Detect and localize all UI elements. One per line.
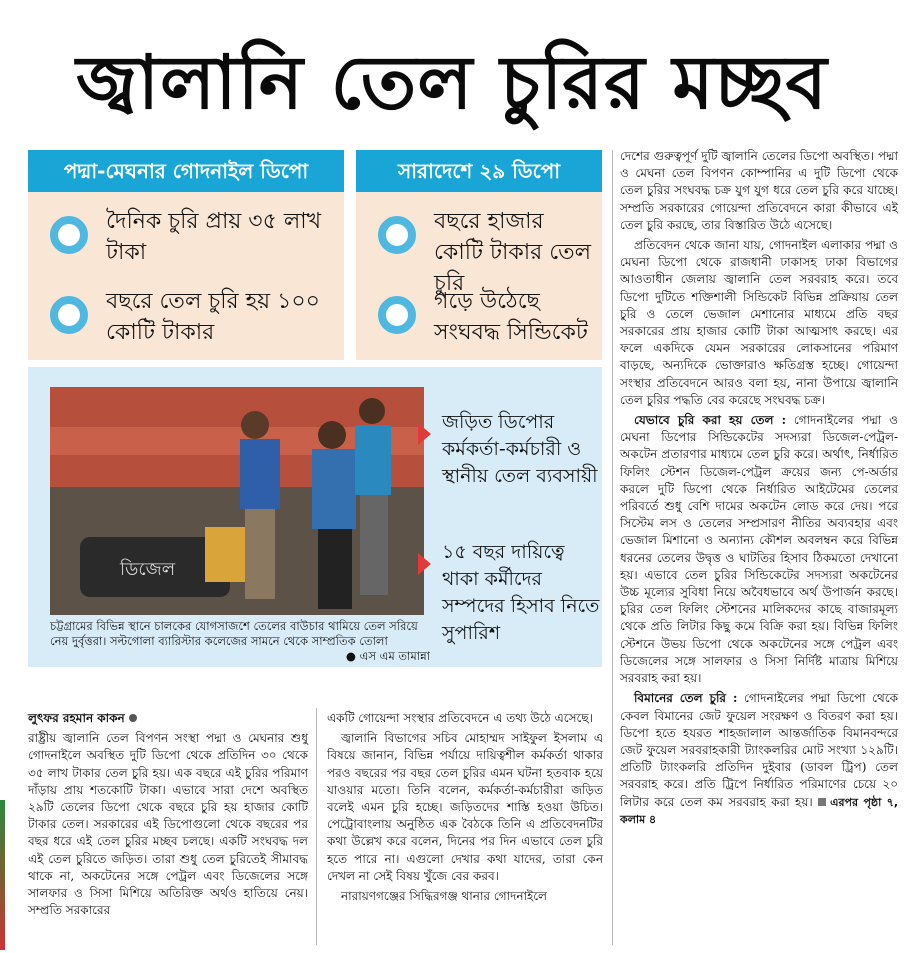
subheading: বিমানের তেল চুরি : — [634, 691, 738, 706]
paragraph — [620, 690, 898, 828]
info-panel-godnail — [28, 150, 344, 360]
paragraph: জ্বালানি বিভাগের সচিব মোহাম্মদ সাইফুল ইসলাম এ বিষয়ে জানান, বিভিন্ন পর্যায়ে দায়িত্বশীল কর্মকর্তা থাকার পরও বছরের পর বছর তেল চুরির এমন ঘটনা হতবাক হয়ে যাওয়ার মতো। তিনি বলেন, কর্মকর্তা-কর্মচারীরা জড়িত বলেই এমন চুরি হচ্ছে। জড়িতদের শাস্তি হওয়া উচিত। পেট্রোবাংলায় অনুষ্ঠিত এক বৈঠকে তিনি এ প্রতিবেদনটির কথা উল্লেখ করে বলেন, দিনের পর দিন এভাবে তেল চুরি হতে পারে না। এগুলো দেখার কথা যাদের, তারা কেন দেখল না সেই বিষয় খুঁজে বের করব। — [327, 731, 603, 883]
page-edge-mark — [0, 800, 5, 950]
byline: লুৎফর রহমান কাকন — [28, 711, 125, 725]
photo-panel — [28, 367, 602, 667]
panel-title: পদ্মা-মেঘনার গোদনাইল ডিপো — [28, 150, 344, 192]
panel-title: সারাদেশে ২৯ ডিপো — [356, 150, 602, 192]
subheading: যেভাবে চুরি করা হয় তেল : — [634, 413, 787, 428]
photo-credit: ● এস এম তামান্না — [345, 649, 430, 663]
photo-illustration — [50, 387, 424, 615]
circle-bullet-icon — [378, 296, 416, 334]
paragraph: একটি গোয়েন্দা সংস্থার প্রতিবেদনে এ তথ্য উঠে এসেছে। — [327, 711, 593, 725]
info-item — [356, 282, 602, 352]
info-item-text: দৈনিক চুরি প্রায় ৩৫ লাখ টাকা — [106, 209, 322, 265]
circle-bullet-icon — [50, 296, 88, 334]
column-divider — [316, 708, 317, 945]
paragraph: নারায়ণগঞ্জের সিদ্ধিরগঞ্জ থানার গোদনাইলে — [341, 889, 548, 904]
highlight-bullet — [418, 409, 602, 524]
column-divider — [612, 150, 613, 945]
triangle-bullet-icon — [418, 553, 431, 575]
dot-icon — [129, 714, 137, 722]
paragraph-text: গোদনাইলের পদ্মা ও মেঘনা ডিপোর সিন্ডিকেটের সদস্যরা ডিজেল-পেট্রল-অকটেন প্রতারণার মাধ্যমে তেল চুরি করে। অর্থাৎ, নির্ধারিত ফিলিং স্টেশন ডিজেল-পেট্রল ক্রয়ের জন্য পে-অর্ডার করলে দুটি ডিপো থেকে নির্ধারিত আইটেমের তেলের পরিবর্তে শুধু বেশি দামের অকটেন লোড করে দেয়। পরে সিস্টেম লস ও তেলের সম্প্রসারণ নীতির অব্যবহার এবং ভেজাল মিশানো ও অন্যান্য কৌশল অবলম্বন করে বিভিন্ন ধরনের তেলের উদ্বৃত্ত ও ঘাটতির হিসাব ঠিকমতো দেখানো হয়। এভাবে তেল চুরির সিন্ডিকেটের সদস্যরা অকটেনের উচ্চ মূল্যের সুবিধা নিয়ে অবৈধভাবে অর্থ উপার্জন করছে। চুরির তেল ফিলিং স্টেশনের মালিকদের কাছে বাজারমূল্য থেকে প্রতি লিটার কিছু কমে বিক্রি করা হয়। বিভিন্ন ফিলিং স্টেশনে উভয় ডিপো থেকে অকটেনের সঙ্গে পেট্রল এবং ডিজেলের সঙ্গে সালফার ও সিসা নির্দিষ্ট মাত্রায় মিশিয়ে সরবরাহ করা হয়। — [620, 413, 898, 686]
info-panel-nationwide — [356, 150, 602, 360]
headline: জ্বালানি তেল চুরির মচ্ছব — [76, 40, 828, 126]
paragraph: রাষ্ট্রীয় জ্বালানি তেল বিপণন সংস্থা পদ্মা ও মেঘনার শুধু গোদনাইলে অবস্থিত দুটি ডিপো থেকে প্রতিদিন ৩০ থেকে ৩৫ লাখ টাকার তেল চুরি হয়। এক বছরে এই চুরির পরিমাণ দাঁড়ায় প্রায় শতকোটি টাকা। এভাবে সারা দেশে অবস্থিত ২৯টি তেলের ডিপো থেকে বছরে চুরি হয় হাজার কোটি টাকার তেল। সরকারের এই ডিপোগুলো থেকে বছরের পর বছর ধরে এই তেল চুরির মচ্ছব চলছে। একটি সংঘবদ্ধ দল এই তেল চুরিতে জড়িত। তারা শুধু তেল চুরিতেই সীমাবদ্ধ থাকে না, অকটেনের সঙ্গে পেট্রল এবং ডিজেলের সঙ্গে সালফার ও সিসা মিশিয়ে অতিরিক্ত অর্থও হাতিয়ে নেয়। সম্প্রতি সরকারের — [28, 731, 308, 918]
highlight-text: জড়িত ডিপোর কর্মকর্তা-কর্মচারী ও স্থানীয় তেল ব্যবসায়ী — [442, 411, 598, 487]
circle-bullet-icon — [50, 216, 88, 254]
paragraph-text: গোদনাইলের পদ্মা ডিপো থেকে কেবল বিমানের জেট ফুয়েল সংরক্ষণ ও বিতরণ করা হয়। ডিপো হতে হযরত শাহজালাল আন্তর্জাতিক বিমানবন্দরে জেট ফুয়েল সরবরাহকারী ট্যাংকলরির মোট সংখ্যা ১২৯টি। প্রতিটি ট্যাংকলরি প্রতিদিন দুইবার (ডাবল ট্রিপ) তেল সরবরাহ করে। প্রতি ট্রিপে নির্ধারিত পরিমাণের চেয়ে ২০ লিটার করে তেল কম সরবরাহ করা হয়। — [620, 691, 898, 809]
triangle-bullet-icon — [418, 423, 431, 445]
info-item — [28, 282, 344, 352]
credit-text: এস এম তামান্না — [359, 649, 430, 663]
caption-text: চট্টগ্রামের বিভিন্ন স্থানে চালকের যোগসাজশে তেলের বাউচার থামিয়ে তেল সরিয়ে নেয় দুর্বৃত্তরা। সল্টগোলা ব্যারিস্টার কলেজের সামনে থেকে সাম্প্রতিক তোলা — [50, 619, 418, 648]
paragraph: প্রতিবেদন থেকে জানা যায়, গোদনাইল এলাকার পদ্মা ও মেঘনা ডিপো থেকে রাজধানী ঢাকাসহ ঢাকা বিভাগের আওতাধীন জেলায় জ্বালানি তেল সরবরাহ করে। তবে ডিপো দুটিতে শক্তিশালী সিন্ডিকেট বিভিন্ন প্রক্রিয়ায় তেল চুরি ও তেলে ভেজাল মেশানোর মাধ্যমে প্রতি বছর সরকারের প্রায় হাজার কোটি টাকা আত্মসাৎ করছে। এর ফলে একদিকে যেমন সরকারের লোকসানের পরিমাণ বাড়ছে, অন্যদিকে ভোক্তারাও ক্ষতিগ্রস্ত হচ্ছে। গোয়েন্দা সংস্থার প্রতিবেদনে আরও বলা হয়, নানা উপায়ে জ্বালানি তেল চুরির পদ্ধতি বের করেছে সংঘবদ্ধ চক্র। — [620, 238, 898, 407]
paragraph — [620, 412, 898, 687]
article-column-right — [620, 148, 898, 831]
article-column-b — [327, 710, 603, 908]
info-item — [356, 202, 602, 296]
tank-label: ডিজেল — [120, 559, 176, 580]
byline-row — [28, 710, 308, 727]
article-column-a — [28, 710, 308, 922]
photo-caption — [50, 619, 430, 664]
highlight-bullet — [418, 539, 602, 654]
news-photo — [50, 387, 424, 615]
circle-bullet-icon — [378, 216, 416, 254]
info-item-text: গড়ে উঠেছে সংঘবদ্ধ সিন্ডিকেট — [434, 289, 588, 345]
info-item-text: বছরে তেল চুরি হয় ১০০ কোটি টাকার — [106, 289, 320, 345]
paragraph: দেশের গুরুত্বপূর্ণ দুটি জ্বালানি তেলের ডিপো অবস্থিত। পদ্মা ও মেঘনা তেল বিপণন কোম্পানির এ দুটি ডিপো থেকে তেল চুরির সংঘবদ্ধ চক্র যুগ যুগ ধরে তেল চুরি করে যাচ্ছে। সম্প্রতি সরকারের গোয়েন্দা প্রতিবেদনে কারা কীভাবে এই তেল চুরি করছে, তার বিস্তারিত উঠে এসেছে। — [620, 149, 898, 232]
info-item-text: বছরে হাজার কোটি টাকার তেল চুরি — [434, 209, 592, 296]
square-marker-icon — [818, 798, 826, 806]
highlight-text: ১৫ বছর দায়িত্বে থাকা কর্মীদের সম্পদের হিসাব নিতে সুপারিশ — [442, 541, 600, 644]
continued-text: এরপর পৃষ্ঠা ৭, কলাম ৪ — [620, 795, 898, 826]
info-item — [28, 202, 344, 272]
